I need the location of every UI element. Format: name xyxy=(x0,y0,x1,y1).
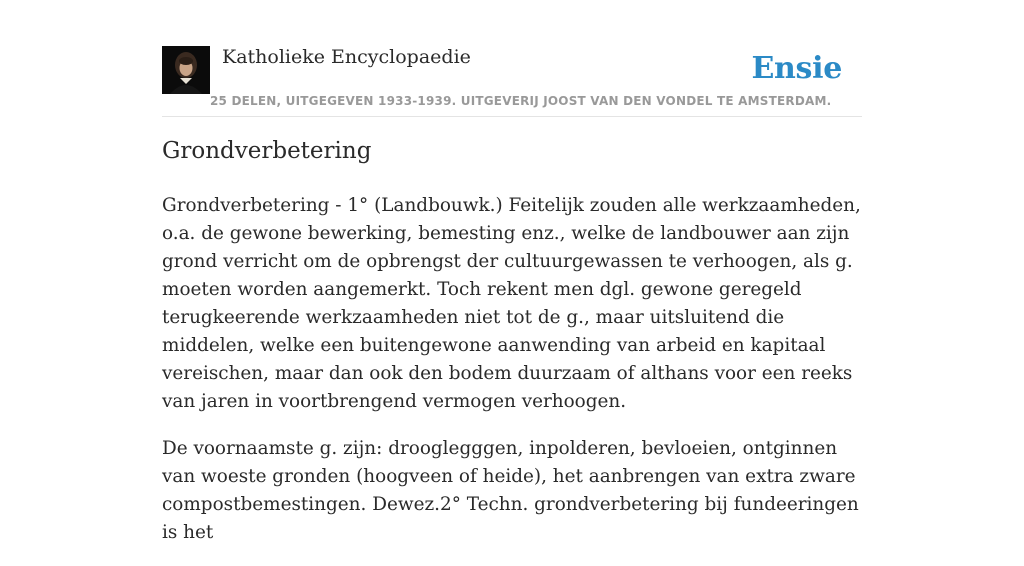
portrait-avatar-icon[interactable] xyxy=(162,46,210,94)
article-paragraph: De voornaamste g. zijn: drooglegggen, inpolderen, bevloeien, ontginnen van woeste gronden (hoogveen of heide), het aanbrengen van extra zware compostbemestingen. Dewez.2° Techn. grondverbetering bij fundeeringen is het xyxy=(162,438,859,543)
brand-logo[interactable]: Ensie xyxy=(751,51,842,86)
article-body xyxy=(162,192,866,566)
site-subtitle: 25 DELEN, UITGEGEVEN 1933-1939. UITGEVERIJ JOOST VAN DEN VONDEL TE AMSTERDAM. xyxy=(210,94,832,108)
site-name[interactable]: Katholieke Encyclopaedie xyxy=(222,46,471,68)
article-paragraph: Grondverbetering - 1° (Landbouwk.) Feitelijk zouden alle werkzaamheden, o.a. de gewone bewerking, bemesting enz., welke de landbouwer aan zijn grond verricht om de opbrengst der cultuurgewassen te verhoogen, als g. moeten worden aangemerkt. Toch rekent men dgl. gewone geregeld terugkeerende werkzaamheden niet tot de g., maar uitsluitend die middelen, welke een buitengewone aanwending van arbeid en kapitaal vereischen, maar dan ook den bodem duurzaam of althans voor een reeks van jaren in voortbrengend vermogen verhoogen. xyxy=(162,195,861,412)
article-title: Grondverbetering xyxy=(162,138,372,164)
site-header xyxy=(162,40,862,117)
